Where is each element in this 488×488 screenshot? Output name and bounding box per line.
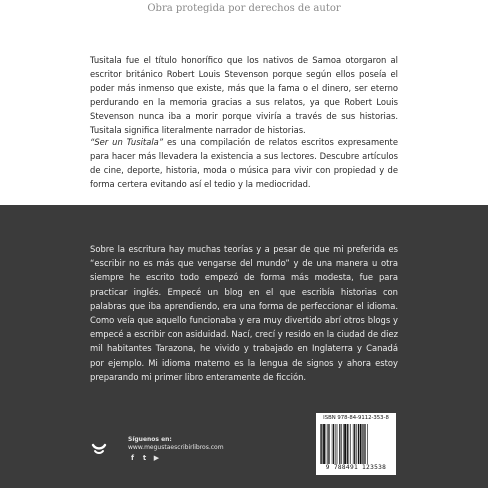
- book-title: “Ser un Tusitala”: [90, 137, 164, 147]
- barcode-digits: 9 788491 123538: [325, 464, 387, 471]
- author-bio: Sobre la escritura hay muchas teorías y a pesar de que mi preferida es “escribir no es más que vengarse del mundo” y de una manera u otra siempre he escrito todo empezó de forma más modesta, fue para practicar inglés. Empecé un blog en el que escribía historias con palabras que iba aprendiendo, era una forma de perfeccionar el idioma. Como veía que aquello funcionaba y era muy divertido abrí otros blogs y empecé a escribir con asiduidad. Nací, crecí y resido en la ciudad de diez mil habitantes Tarazona, he vivido y trabajado en Inglaterra y Canadá por ejemplo. Mi idioma materno es la lengua de signos y ahora estoy preparando mi primer libro enteramente de ficción.: [90, 244, 398, 382]
- twitter-icon[interactable]: t: [142, 454, 147, 462]
- intro-paragraph: Tusitala fue el título honorífico que los nativos de Samoa otorgaron al escritor británico Robert Louis Stevenson porque según ellos poseía el poder más inmenso que existe, más que la fama o el dinero, ser eterno perdurando en la memoria gracias a sus relatos, ya que Robert Louis Stevenson nunca iba a morir porque viviría a través de sus historias. Tusitala significa literalmente narrador de historias.: [90, 55, 398, 135]
- follow-label: Síguenos en:: [128, 436, 172, 443]
- isbn-barcode-box: [316, 413, 396, 475]
- isbn-number: ISBN 978-84-9112-353-8: [323, 415, 389, 421]
- social-icons: [128, 454, 161, 463]
- description-text: es una compilación de relatos escritos expresamente para hacer más llevadera la existencia a sus lectores. Descubre artículos de cine, deporte, historia, moda o música para vivir con propiedad y de forma certera evitando así el tedio y la mediocridad.: [90, 137, 398, 189]
- top-section: [0, 0, 488, 205]
- author-section: [0, 205, 488, 488]
- publisher-logo-icon: [90, 440, 108, 458]
- youtube-icon[interactable]: ▶: [153, 454, 160, 462]
- follow-info: [128, 436, 224, 452]
- barcode: [320, 424, 392, 464]
- facebook-icon[interactable]: f: [130, 454, 135, 462]
- copyright-watermark: Obra protegida por derechos de autor: [147, 3, 341, 14]
- description-paragraph: [90, 135, 398, 191]
- website-link[interactable]: www.megustaescribirlibros.com: [128, 444, 224, 451]
